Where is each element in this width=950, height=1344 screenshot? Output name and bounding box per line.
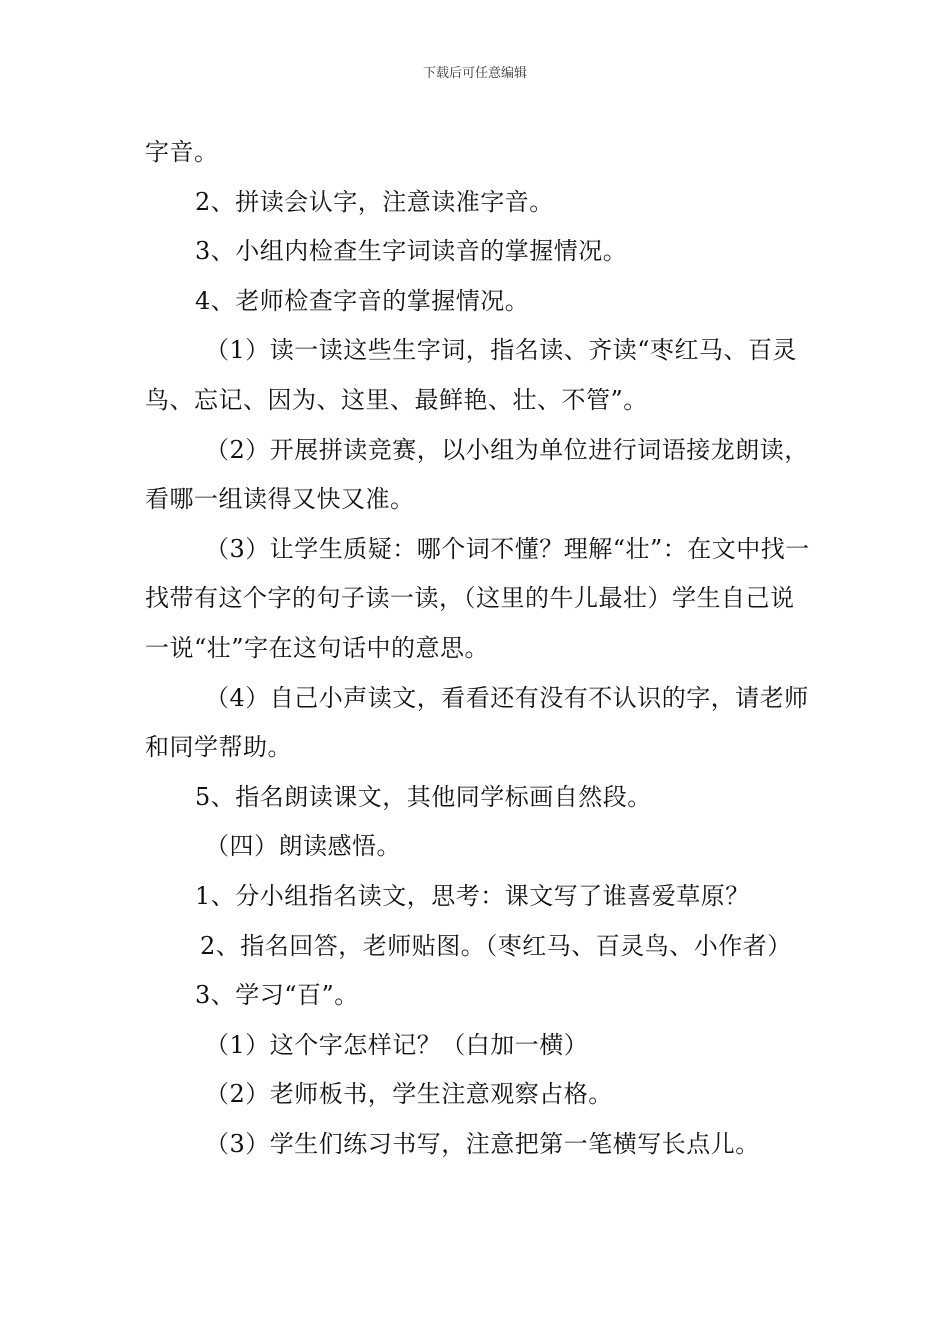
paragraph: 2、指名回答，老师贴图。（枣红马、百灵鸟、小作者） [200, 931, 792, 960]
paragraph: （3）让学生质疑：哪个词不懂？理解“壮”：在文中找一找带有这个字的句子读一读，（这里的牛儿最壮）学生自己说一说“壮”字在这句话中的意思。 [145, 534, 810, 662]
paragraph: 3、学习“百”。 [195, 981, 359, 1010]
paragraph: （3）学生们练习书写，注意把第一笔横写长点儿。 [205, 1129, 760, 1158]
page-header: 下载后可任意编辑 [422, 66, 527, 81]
document-body [145, 128, 815, 1169]
paragraph: （2）开展拼读竞赛，以小组为单位进行词语接龙朗读，看哪一组读得又快又准。 [145, 435, 809, 514]
paragraph: 1、分小组指名读文，思考：课文写了谁喜爱草原？ [195, 881, 750, 910]
paragraph: （4）自己小声读文，看看还有没有不认识的字，请老师和同学帮助。 [145, 683, 809, 762]
paragraph: 5、指名朗读课文，其他同学标画自然段。 [195, 782, 652, 811]
paragraph: （四）朗读感悟。 [205, 832, 401, 861]
paragraph: 4、老师检查字音的掌握情况。 [195, 286, 530, 315]
paragraph: 字音。 [145, 138, 219, 166]
paragraph: （2）老师板书，学生注意观察占格。 [205, 1080, 613, 1109]
paragraph: 2、拼读会认字，注意读准字音。 [195, 187, 554, 216]
paragraph: 3、小组内检查生字词读音的掌握情况。 [195, 237, 628, 266]
paragraph: （1）读一读这些生字词，指名读、齐读“枣红马、百灵鸟、忘记、因为、这里、最鲜艳、壮、不管”。 [145, 336, 798, 414]
paragraph: （1）这个字怎样记？（白加一横） [205, 1030, 589, 1059]
